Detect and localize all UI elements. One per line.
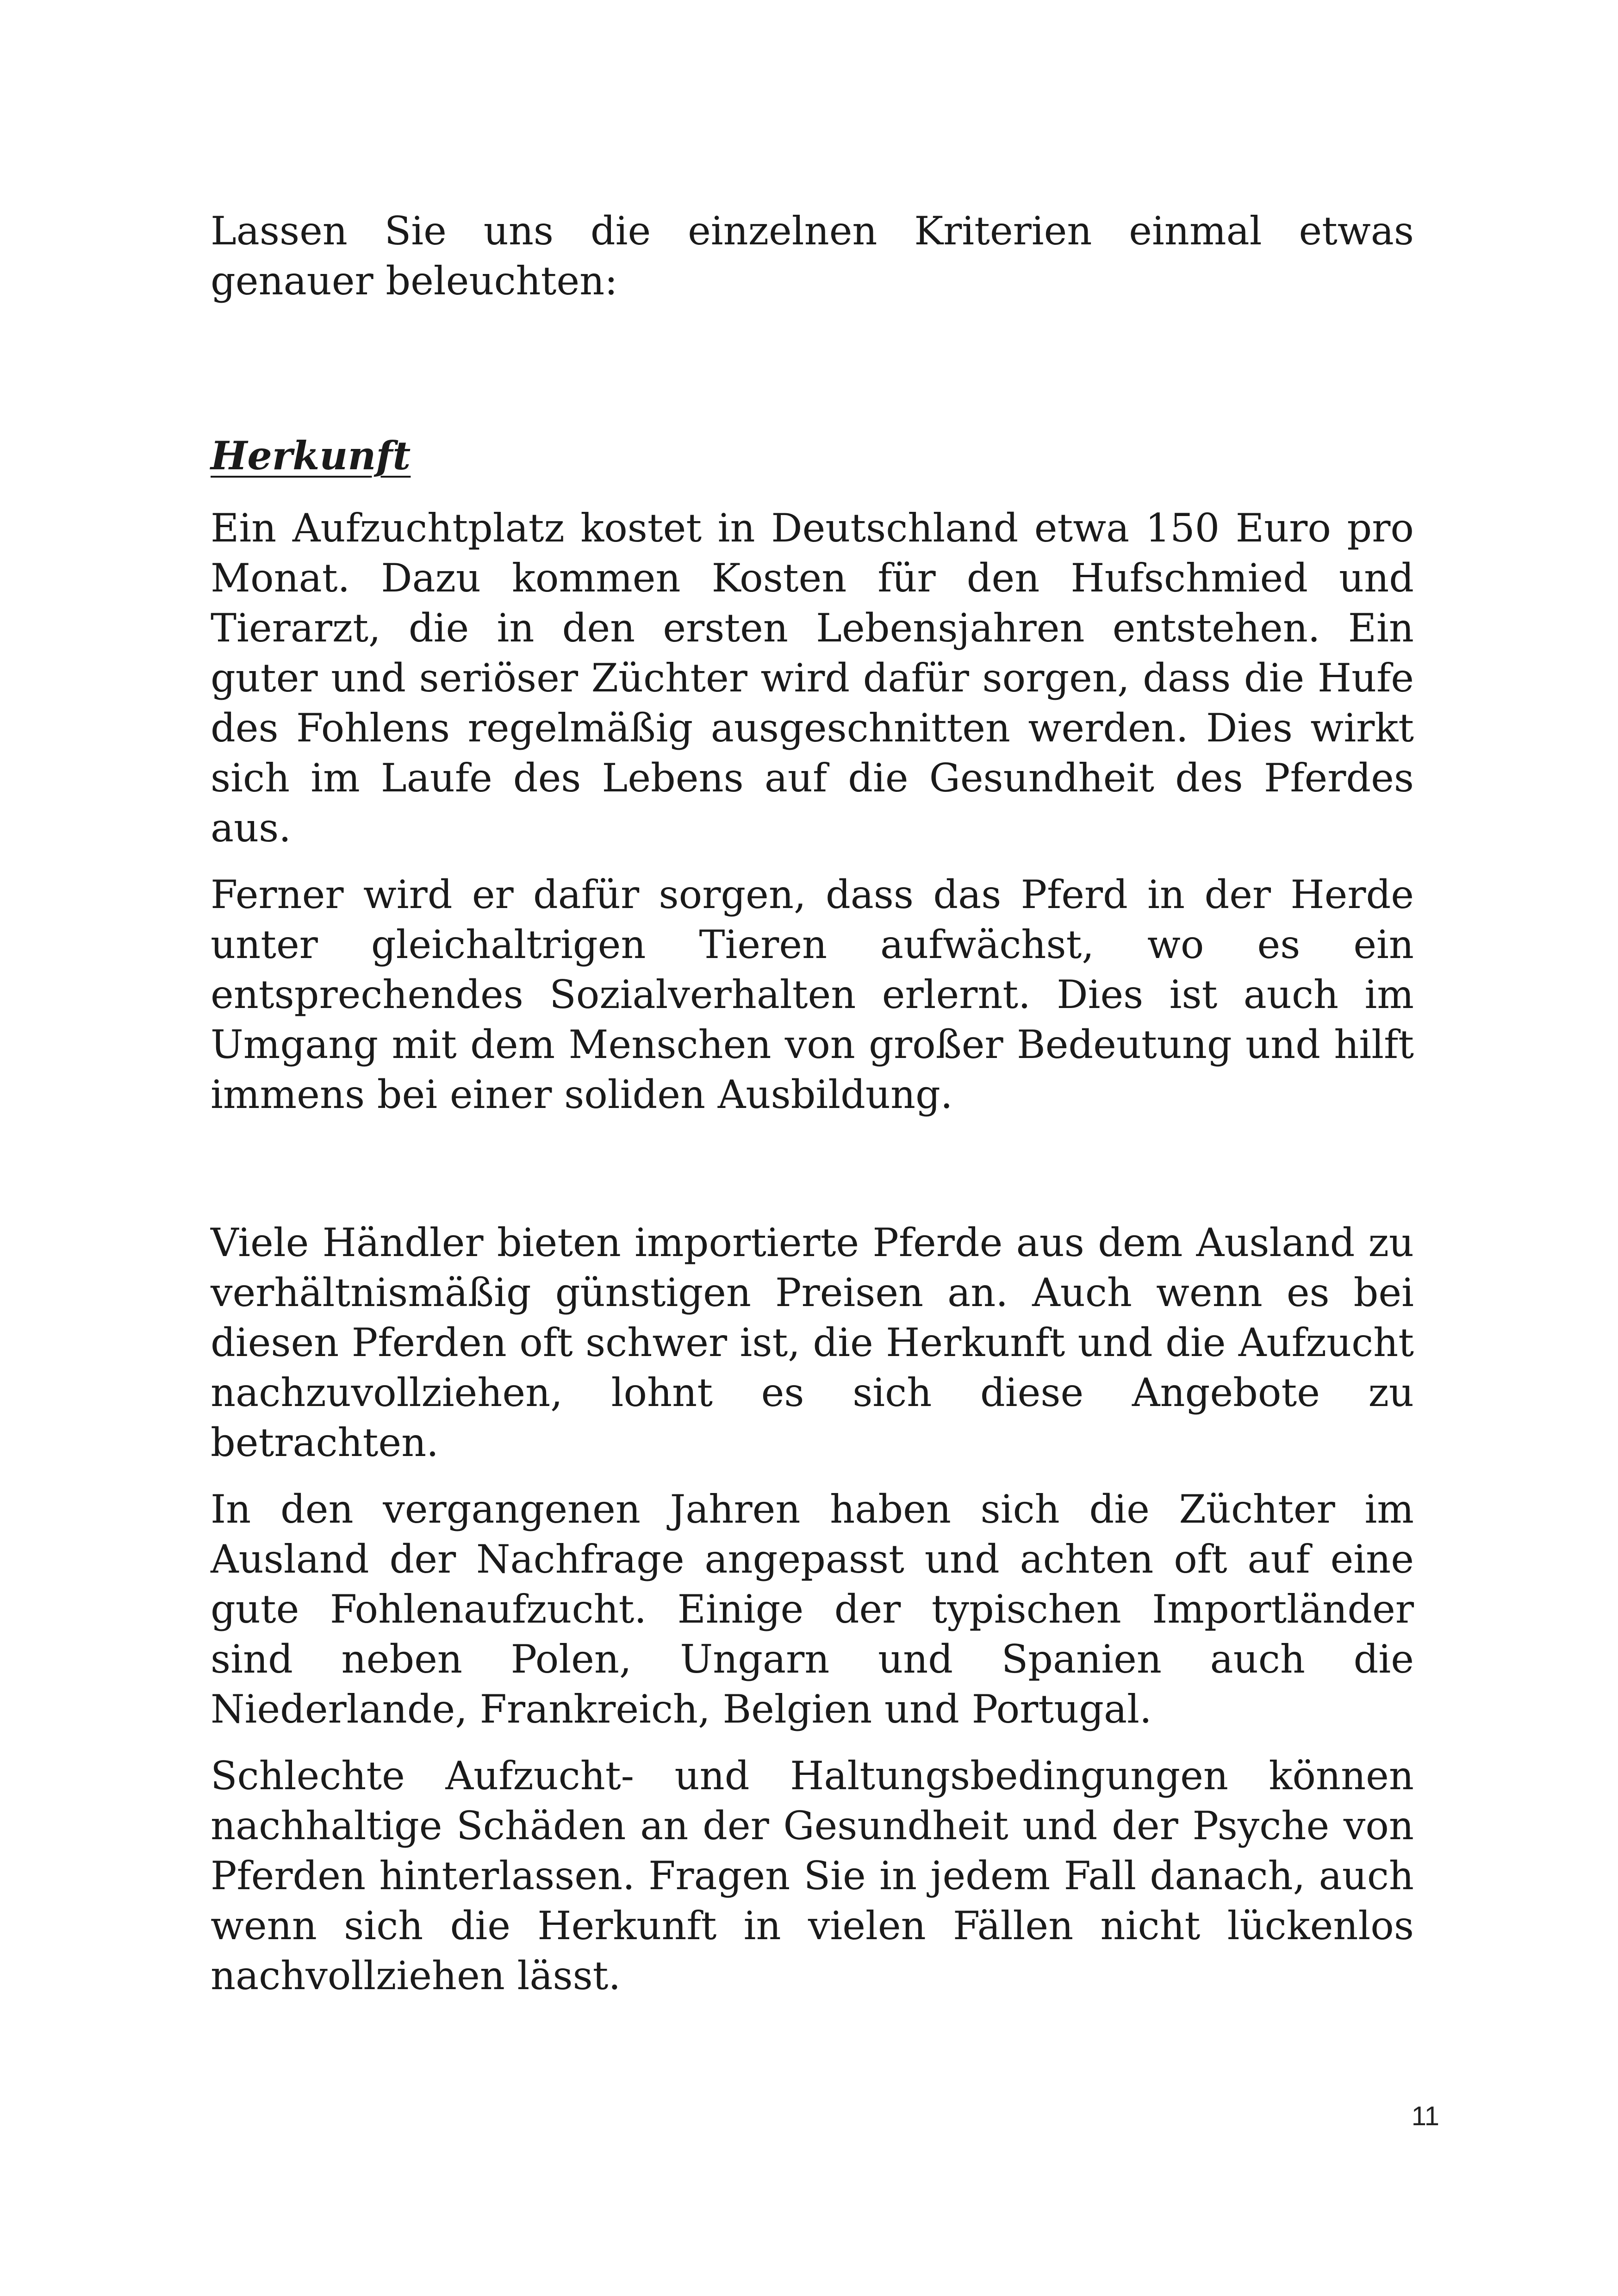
body-paragraph: In den vergangenen Jahren haben sich die Züchter im Ausland der Nachfrage angepasst und achten oft auf eine gute Fohlenaufzucht. Einige der typischen Importländer sind neben Polen, Ungarn und Spanien auch die Niederlande, Frankreich, Belgien und Portugal. [211,1487,1414,1732]
intro-paragraph: Lassen Sie uns die einzelnen Kriterien einmal etwas genauer beleuchten: [211,208,1414,304]
page-number: 11 [1411,2101,1439,2131]
page-body [211,206,1414,2017]
paragraph-gap [211,1136,1414,1218]
body-paragraph: Ferner wird er dafür sorgen, dass das Pferd in der Herde unter gleichaltrigen Tieren aufwächst, wo es ein entsprechendes Sozialverhalten erlernt. Dies ist auch im Umgang mit dem Menschen von großer Bedeutung und hilft immens bei einer soliden Ausbildung. [211,872,1414,1117]
body-paragraph: Schlechte Aufzucht- und Haltungsbedingungen können nachhaltige Schäden an der Gesundheit und der Psyche von Pferden hinterlassen. Fragen Sie in jedem Fall danach, auch wenn sich die Herkunft in vielen Fällen nicht lückenlos nachvollziehen lässt. [211,1753,1414,1998]
body-paragraph: Viele Händler bieten importierte Pferde aus dem Ausland zu verhältnismäßig günstigen Preisen an. Auch wenn es bei diesen Pferden oft schwer ist, die Herkunft und die Aufzucht nachzuvollziehen, lohnt es sich diese Angebote zu betrachten. [211,1220,1414,1465]
section-heading: Herkunft [211,433,411,479]
body-paragraph: Ein Aufzuchtplatz kostet in Deutschland etwa 150 Euro pro Monat. Dazu kommen Kosten für den Hufschmied und Tierarzt, die in den ersten Lebensjahren entstehen. Ein guter und seriöser Züchter wird dafür sorgen, dass die Hufe des Fohlens regelmäßig ausgeschnitten werden. Dies wirkt sich im Laufe des Lebens auf die Gesundheit des Pferdes aus. [211,505,1414,851]
